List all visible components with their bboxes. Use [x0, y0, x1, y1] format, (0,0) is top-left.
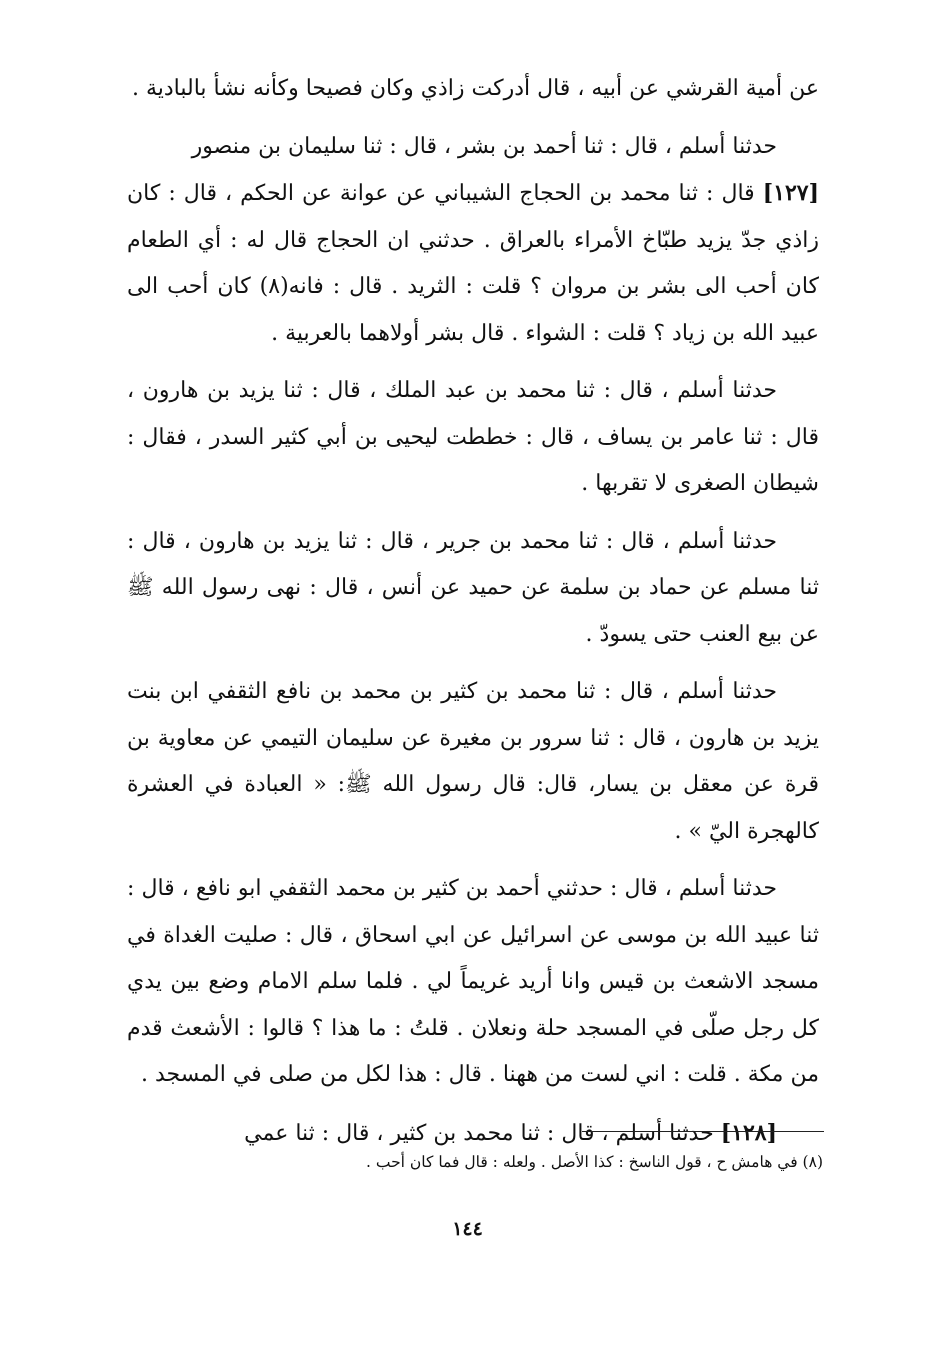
paragraph-3 [127, 170, 819, 357]
paragraph-6 [127, 669, 819, 855]
paragraph-text: حدثنا أسلم ، قال : ثنا محمد بن جرير ، قال : ثنا يزيد بن هارون ، قال : ثنا مسلم عن حماد بن سلمة عن حميد عن أنس ، قال : نهى رسول الله ﷺ عن بيع العنب حتى يسودّ . [127, 528, 819, 647]
paragraph-7 [127, 866, 819, 1099]
footnote: (٨) في هامش ح ، قول الناسخ : كذا الأصل . ولعله : قال فما كان أحب . [366, 1153, 823, 1171]
paragraph-5 [127, 519, 819, 659]
paragraph-text: حدثنا أسلم ، قال : ثنا محمد بن عبد الملك ، قال : ثنا يزيد بن هارون ، قال : ثنا عامر بن يساف ، قال : خططت ليحيى بن أبي كثير السدر ، فقال : شيطان الصغرى لا تقربها . [127, 378, 819, 496]
paragraph-text: حدثنا أسلم ، قال : حدثني أحمد بن كثير بن محمد الثقفي ابو نافع ، قال : ثنا عبيد الله بن موسى عن اسرائيل عن ابي اسحاق ، قال : صليت الغداة في مسجد الاشعث بن قيس وانا أريد غريماً لي . فلما سلم الامام وضع بين يدي كل رجل صلّى في المسجد حلة ونعلان . قلتُ : ما هذا ؟ قالوا : الأشعث قدم من مكة . قلت : اني لست من ههنا . قال : هذا لكل من صلى في المسجد . [127, 876, 819, 1087]
paragraph-text: حدثنا أسلم ، قال : ثنا أحمد بن بشر ، قال : ثنا سليمان بن منصور [191, 133, 777, 159]
main-text [127, 66, 819, 1157]
paragraph-text: عن أمية القرشي عن أبيه ، قال أدركت زاذي وكان فصيحا وكأنه نشأ بالبادية . [131, 76, 819, 101]
paragraph-1 [127, 66, 819, 113]
paragraph-text: حدثنا أسلم ، قال : ثنا محمد بن كثير ، قال : ثنا عمي [244, 1120, 721, 1146]
hadith-number-128: [١٢٨] [720, 1119, 777, 1146]
hadith-number-127: [١٢٧] [762, 180, 819, 206]
paragraph-text: حدثنا أسلم ، قال : ثنا محمد بن كثير بن محمد بن نافع الثقفي ابن بنت يزيد بن هارون ، قال : ثنا سرور بن مغيرة عن سليمان التيمي عن معاوية بن قرة عن معقل بن يسار، قال: قال رسول الله ﷺ: « العبادة في العشرة كالهجرة اليّ » . [127, 679, 819, 844]
paragraph-text: قال : ثنا محمد بن الحجاج الشيباني عن عوانة عن الحكم ، قال : كان زاذي جدّ يزيد طبّاخ الأمراء بالعراق . حدثني ان الحجاج قال له : أي الطعام كان أحب الى بشر بن مروان ؟ قلت : الثريد . قال : فانه(٨) كان أحب الى عبيد الله بن زياد ؟ قلت : الشواء . قال بشر أولاهما بالعربية . [127, 181, 819, 346]
paragraph-4 [127, 368, 819, 508]
footnote-divider [582, 1131, 824, 1132]
paragraph-2 [127, 124, 819, 171]
page-number: ١٤٤ [452, 1218, 483, 1240]
